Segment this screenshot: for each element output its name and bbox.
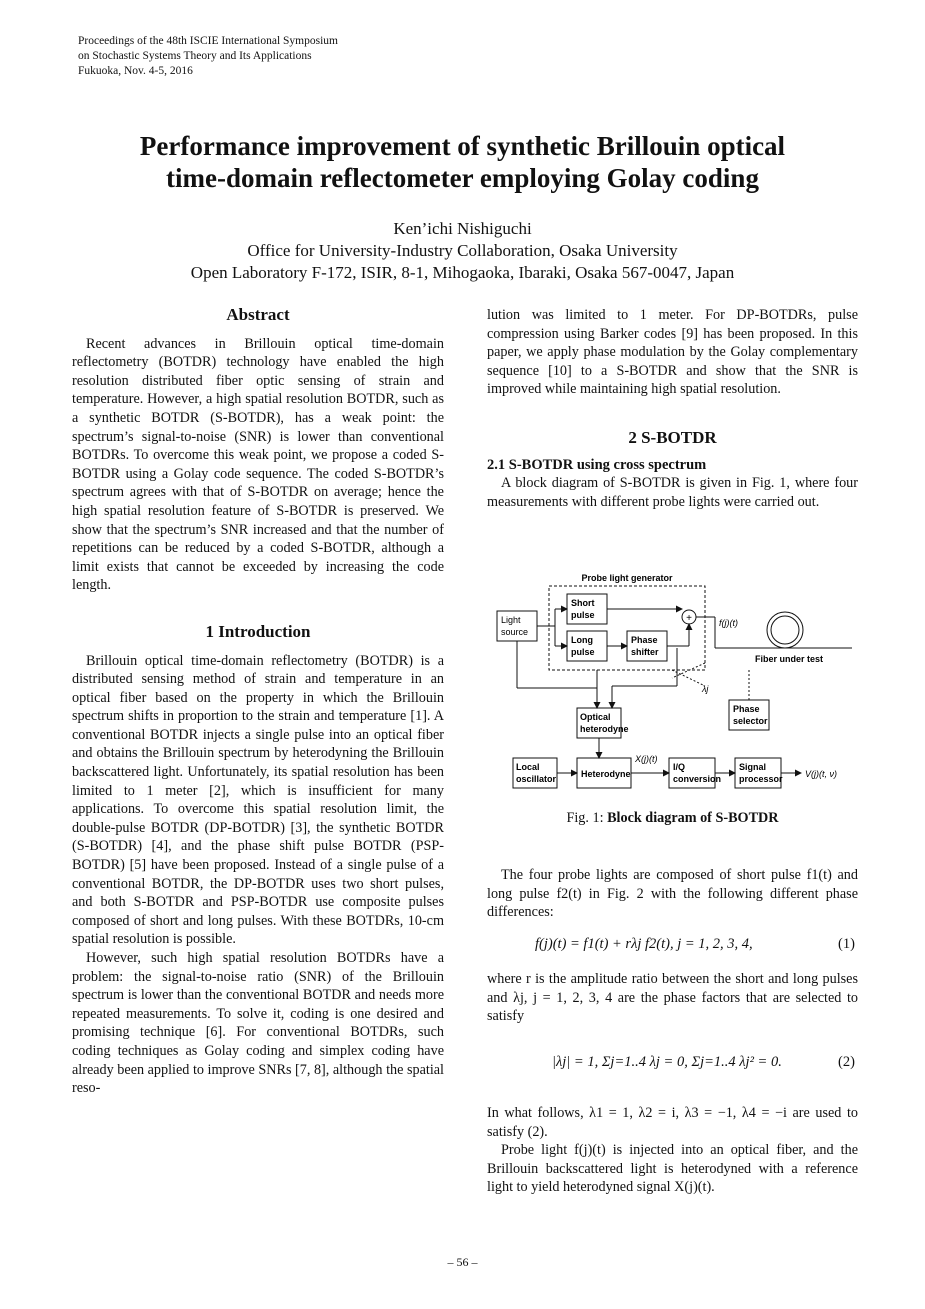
proceedings-line-1: Proceedings of the 48th ISCIE International Symposium — [78, 35, 338, 47]
section2-paragraph-5: Probe light f(j)(t) is injected into an optical fiber, and the Brillouin backscattered light is heterodyned with a reference light to yield heterodyned signal X(j)(t). — [487, 1142, 858, 1196]
short-pulse-label-2: pulse — [571, 610, 595, 620]
left-column — [72, 306, 444, 1098]
figure-caption-text: Block diagram of S-BOTDR — [607, 810, 779, 826]
equation-1: f(j)(t) = f1(t) + rλj f2(t), j = 1, 2, 3, 4, — [535, 936, 753, 952]
phase-shifter-label-2: shifter — [631, 647, 659, 657]
signal-processor-label: Signal — [739, 762, 767, 772]
sum-label: + — [686, 613, 692, 624]
intro-paragraph-2-continued: lution was limited to 1 meter. For DP-BOTDRs, pulse compression using Barker codes [9] has been proposed. In this paper, we apply phase modulation by the Golay complementary sequence [10] to a S-BOTDR and show that the SNR is improved while maintaining high spatial resolution. — [487, 307, 858, 398]
long-pulse-label: Long — [571, 635, 593, 645]
signal-x-label: X(j)(t) — [635, 754, 658, 764]
local-oscillator-label-2: oscillator — [516, 774, 557, 784]
equation-2: |λj| = 1, Σj=1..4 λj = 0, Σj=1..4 λj² = 0. — [552, 1054, 782, 1070]
right-column-top — [487, 306, 858, 511]
intro-paragraph-2: However, such high spatial resolution BOTDRs have a problem: the signal-to-noise ratio (SNR) of the Brillouin spectrum is lower than the conventional BOTDR and needs more repeated measurements. To solve it, coding is one desired and promising technique [6]. For conventional BOTDRs, such coding techniques as Golay coding and simplex coding have already been applied to improve SNRs [7, 8], although the spatial reso- — [72, 950, 444, 1097]
abstract-text: Recent advances in Brillouin optical time-domain reflectometry (BOTDR) technology have enabled the high resolution distributed fiber optic sensing of strain and temperature. However, a high spatial resolution BOTDR, such as a synthetic BOTDR (S-BOTDR), has a weak point: the spectrum’s signal-to-noise (SNR) is lower than conventional BOTDRs. To overcome this weak point, we propose a coded S-BOTDR using a Golay code sequence. The coded S-BOTDR’s spectrum agrees with that of S-BOTDR on average; hence the high spatial resolution feature of S-BOTDR is preserved. We show that the spectrum’s SNR increased and that the number of repetitions can be reduced by a coded S-BOTDR, although a limit exists that cannot be exceeded by increasing the code length. — [72, 335, 444, 594]
fiber-label: Fiber under test — [755, 654, 824, 664]
author-address: Open Laboratory F-172, ISIR, 8-1, Mihogaoka, Ibaraki, Osaka 567-0047, Japan — [190, 263, 735, 282]
phase-selector-label: Phase — [733, 704, 760, 714]
section2-paragraph-1: A block diagram of S-BOTDR is given in Fig. 1, where four measurements with different probe lights were carried out. — [487, 475, 858, 510]
right-column-mid — [487, 866, 858, 922]
iq-conversion-label: I/Q — [673, 762, 686, 772]
short-pulse-label: Short — [571, 598, 595, 608]
lambda-label: λj — [702, 684, 709, 694]
right-column-bottom — [487, 1104, 858, 1197]
paper-title-line-1: Performance improvement of synthetic Brillouin optical — [139, 131, 786, 161]
heterodyne-label: Heterodyne — [581, 769, 631, 779]
equation-1-number: (1) — [838, 936, 855, 952]
subsection-2-1-heading: 2.1 S-BOTDR using cross spectrum — [487, 456, 707, 473]
probe-generator-label: Probe light generator — [581, 573, 673, 583]
output-signal-label: V(j)(t, ν) — [805, 769, 837, 779]
local-oscillator-label: Local — [516, 762, 540, 772]
phase-selector-label-2: selector — [733, 716, 768, 726]
light-source-label-2: source — [501, 627, 529, 637]
long-pulse-label-2: pulse — [571, 647, 595, 657]
light-source-label: Light — [501, 615, 521, 625]
probe-signal-label: f(j)(t) — [719, 618, 738, 628]
optical-heterodyne-label-2: heterodyne — [580, 724, 629, 734]
figure-1-caption — [487, 810, 858, 827]
abstract-heading: Abstract — [226, 305, 290, 324]
page-number: – 56 – — [447, 1255, 478, 1269]
section2-paragraph-3: where r is the amplitude ratio between the short and long pulses and λj, j = 1, 2, 3, 4 are the phase factors that are selected to satisfy — [487, 971, 858, 1025]
equation-2-number: (2) — [838, 1054, 855, 1070]
right-column-mid-2 — [487, 970, 858, 1026]
paper-title-line-2: time-domain reflectometer employing Golay coding — [166, 163, 759, 193]
optical-heterodyne-label: Optical — [580, 712, 611, 722]
intro-paragraph-1: Brillouin optical time-domain reflectometry (BOTDR) is a distributed sensing method of strain and temperature in an optical fiber based on the property in which the Brillouin spectrum shifts in proportion to the strain and temperature [1]. A conventional BOTDR injects a single pulse into an optical fiber and obtains the Brillouin spectrum by heterodyning the Brillouin backscattered light. Unfortunately, its spatial resolution has been limited to 1 meter [2], which is insufficient for many applications. To overcome this spatial resolution limit, the double-pulse BOTDR (DP-BOTDR) [3], the synthetic BOTDR (S-BOTDR) [4], and the phase shift pulse BOTDR (PSP-BOTDR) [5] have been proposed. Instead of a single pulse of a conventional BOTDR, the DP-BOTDR uses two short pulses, and both S-BOTDR and PSP-BOTDR use composite pulses composed of short and long pulses. With these BOTDRs, 10-cm spatial resolution is possible. — [72, 652, 444, 948]
section-2-heading: 2 S-BOTDR — [628, 427, 717, 447]
fiber-coil — [767, 612, 803, 648]
section2-paragraph-2: The four probe lights are composed of short pulse f1(t) and long pulse f2(t) in Fig. 2 with the following different phase differences: — [487, 867, 858, 921]
proceedings-line-3: Fukuoka, Nov. 4-5, 2016 — [78, 65, 193, 77]
author-affiliation: Office for University-Industry Collaboration, Osaka University — [247, 241, 678, 260]
figure-caption-label: Fig. 1: — [566, 810, 604, 826]
section2-paragraph-4: In what follows, λ1 = 1, λ2 = i, λ3 = −1, λ4 = −i are used to satisfy (2). — [487, 1105, 858, 1140]
block-diagram-figure — [487, 568, 858, 794]
introduction-heading: 1 Introduction — [205, 621, 311, 641]
signal-processor-label-2: processor — [739, 774, 783, 784]
phase-shifter-label: Phase — [631, 635, 658, 645]
author-name: Ken’ichi Nishiguchi — [393, 219, 532, 238]
proceedings-line-2: on Stochastic Systems Theory and Its Applications — [78, 50, 312, 62]
iq-conversion-label-2: conversion — [673, 774, 722, 784]
